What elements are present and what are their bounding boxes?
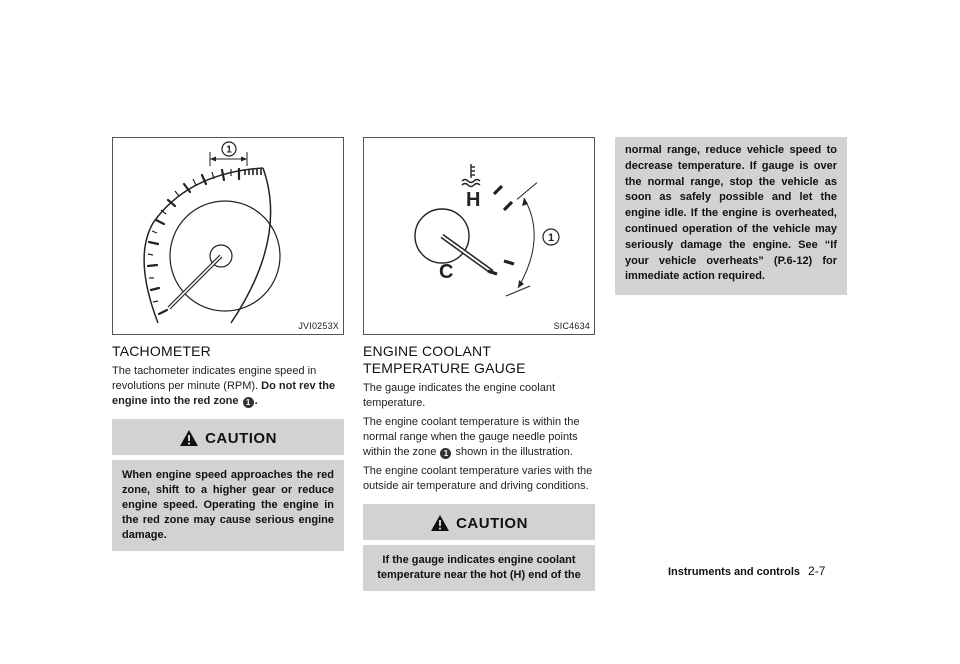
- callout-1-icon: 1: [243, 397, 254, 408]
- caution-title: CAUTION: [456, 514, 528, 532]
- figure-code: SIC4634: [553, 321, 590, 331]
- figure-code: JVI0253X: [298, 321, 339, 331]
- svg-text:C: C: [439, 261, 454, 283]
- caution-text-continued: normal range, reduce vehicle speed to decrease temperature. If gauge is over the normal range, stop the vehicle as soon as safely possible and let the engine idle. If the engine is overheated, continued operation of the vehicle may seriously damage the engine. See “If your vehicle overheats” (P.6-12) for immediate action required.: [625, 144, 837, 283]
- caution-text: When engine speed approaches the red zone, shift to a higher gear or reduce engine speed. Operating the engine in the red zone may cause serious engine damage.: [122, 469, 334, 541]
- coolant-paragraph-3: The engine coolant temperature varies with the outside air temperature and driving conditions.: [363, 465, 593, 492]
- caution-divider: [112, 455, 344, 460]
- page-number: 2-7: [808, 564, 826, 578]
- coolant-paragraph-1: The gauge indicates the engine coolant temperature.: [363, 382, 556, 409]
- page-footer: [668, 564, 825, 578]
- caution-text: If the gauge indicates engine coolant temperature near the hot (H) end of the: [377, 554, 581, 581]
- caution-divider: [363, 540, 595, 545]
- caution-title: CAUTION: [205, 429, 277, 447]
- tachometer-paragraph: The tachometer indicates engine speed in revolutions per minute (RPM). Do not rev the engine into the red zone 1 .: [112, 365, 336, 407]
- section-heading-tachometer: TACHOMETER: [112, 343, 211, 359]
- column-coolant-gauge: [363, 137, 595, 591]
- svg-text:H: H: [466, 189, 481, 211]
- coolant-paragraph-2: The engine coolant temperature is within the normal range when the gauge needle points within the zone 1 shown in the illustration.: [363, 416, 580, 458]
- footer-section-title: Instruments and controls: [668, 566, 801, 578]
- caution-box: [112, 419, 344, 551]
- callout-1-icon: 1: [440, 448, 451, 459]
- warning-triangle-icon: [430, 514, 450, 532]
- coolant-gauge-figure: [363, 137, 595, 335]
- tachometer-illustration: [113, 138, 344, 335]
- svg-text:1: 1: [226, 144, 232, 156]
- coolant-temperature-icon: [462, 164, 480, 187]
- column-caution-continued: [615, 137, 847, 295]
- tachometer-figure: [112, 137, 344, 335]
- warning-triangle-icon: [179, 429, 199, 447]
- column-tachometer: [112, 137, 344, 551]
- caution-box-continued: [615, 137, 847, 295]
- svg-text:1: 1: [547, 232, 555, 244]
- caution-box: [363, 504, 595, 591]
- coolant-gauge-illustration: [364, 138, 595, 335]
- section-heading-coolant: ENGINE COOLANT TEMPERATURE GAUGE: [363, 343, 526, 376]
